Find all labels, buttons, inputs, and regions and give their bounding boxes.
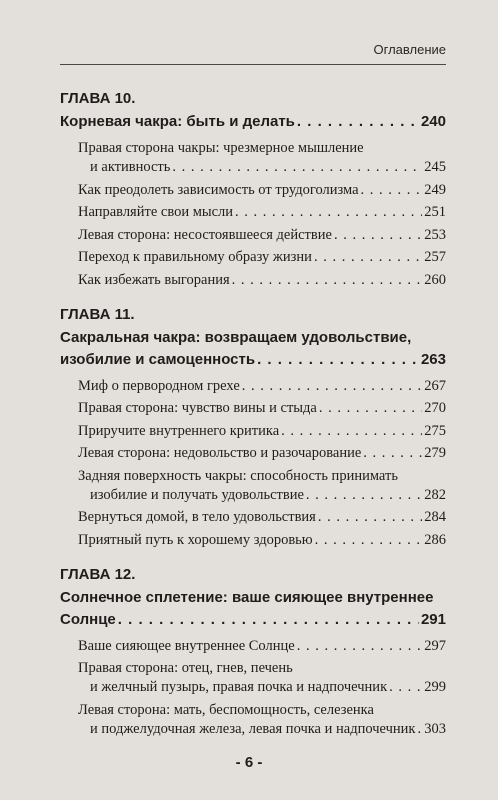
toc-entry-page: 260 [424,271,446,288]
toc-entry-text: Правая сторона: отец, гнев, печень [78,660,293,676]
chapter-title-page: 291 [420,610,446,628]
leader-dots [172,158,422,177]
toc-entry-line [78,248,446,267]
leader-dots [257,349,419,371]
chapter-title-text: Сакральная чакра: возвращаем удовольствие, [60,328,412,346]
toc-entry-page: 279 [424,445,446,461]
entry-list [60,139,446,290]
toc-entry-text: Как преодолеть зависимость от трудоголизма [78,181,359,198]
toc-entry [78,248,446,267]
toc-entry [78,531,446,550]
entry-list [60,637,446,739]
toc-entry-page: 282 [424,486,446,503]
toc-entry-page: 297 [424,637,446,654]
chapter-title-line [60,349,446,371]
table-of-contents [60,88,446,753]
chapter-title-line [60,609,446,631]
toc-entry [78,226,446,245]
toc-entry-line [78,720,446,739]
toc-entry-text: и желчный пузырь, правая почка и надпочечник [90,679,388,695]
toc-entry [78,377,446,396]
toc-entry-line [78,203,446,222]
toc-entry-text: Задняя поверхность чакры: способность принимать [78,467,398,484]
toc-entry-line [78,271,446,290]
toc-entry-text: Направляйте свои мысли [78,204,234,220]
toc-entry-line [78,531,446,550]
chapter-title-text: Солнце [60,610,116,628]
toc-entry-line [78,637,446,656]
toc-entry-text: Приручите внутреннего критика [78,422,280,439]
leader-dots [318,508,422,527]
entry-list [60,377,446,550]
page-number: - 6 - [235,754,263,771]
toc-entry-line [78,181,446,200]
toc-entry-text: и активность [90,159,171,175]
toc-entry-page: 249 [424,181,446,198]
toc-entry-page: 284 [424,509,446,525]
toc-entry-line [78,377,446,396]
toc-entry [78,637,446,656]
toc-entry [78,203,446,222]
toc-entry [78,139,446,177]
toc-entry-page: 267 [424,377,446,394]
toc-entry-text: Вернуться домой, в тело удовольствия [78,509,316,525]
chapter-section [60,88,446,290]
chapter-section [60,304,446,550]
leader-dots [361,181,423,200]
toc-entry-text: Правая сторона чакры: чрезмерное мышление [78,140,364,156]
toc-entry-text: Приятный путь к хорошему здоровью [78,531,313,548]
toc-entry-page: 270 [424,400,446,416]
chapter-label: ГЛАВА 10. [60,90,136,107]
toc-entry-page: 245 [424,159,446,175]
toc-entry-text: Левая сторона: недовольство и разочарование [78,445,362,461]
leader-dots [297,111,419,133]
leader-dots [281,422,422,441]
toc-entry-line [78,508,446,527]
toc-entry [78,181,446,200]
toc-entry-text: Переход к правильному образу жизни [78,249,312,265]
toc-entry [78,508,446,527]
toc-entry-line [78,399,446,418]
toc-entry-text: Левая сторона: несостоявшееся действие [78,226,332,243]
toc-entry-page: 253 [424,226,446,243]
toc-entry [78,701,446,739]
chapter-title-text: Корневая чакра: быть и делать [60,113,295,130]
toc-entry-line [78,226,446,245]
toc-entry-line [78,422,446,441]
toc-entry [78,467,446,505]
toc-entry-page: 251 [424,204,446,220]
toc-entry-text: Миф о первородном грехе [78,377,240,394]
toc-entry-text: Левая сторона: мать, беспомощность, селезенка [78,701,374,718]
leader-dots [306,486,422,505]
toc-entry-line [78,444,446,463]
chapter-title [60,327,446,371]
toc-entry [78,271,446,290]
chapter-section [60,564,446,739]
toc-entry-page: 299 [424,679,446,695]
leader-dots [242,377,422,396]
toc-entry-page: 303 [424,720,446,737]
chapter-title-text: Солнечное сплетение: ваше сияющее внутреннее [60,588,434,606]
toc-entry-line [78,486,446,505]
leader-dots [363,444,422,463]
toc-entry-text: и поджелудочная железа, левая почка и надпочечник [90,720,416,737]
toc-entry [78,444,446,463]
chapter-title-line [60,111,446,133]
toc-entry-line [78,158,446,177]
toc-entry-text: Как избежать выгорания [78,271,230,288]
leader-dots [314,248,422,267]
chapter-title-page: 263 [420,350,446,368]
chapter-title-text: изобилие и самоценность [60,350,256,368]
leader-dots [118,609,419,631]
leader-dots [235,203,422,222]
leader-dots [315,531,423,550]
leader-dots [297,637,423,656]
toc-entry [78,659,446,697]
chapter-title [60,587,446,631]
leader-dots [389,678,422,697]
chapter-title [60,111,446,133]
toc-entry-text: Ваше сияющее внутреннее Солнце [78,637,295,654]
toc-entry [78,399,446,418]
chapter-title-page: 240 [420,113,446,130]
chapter-label: ГЛАВА 12. [60,565,136,583]
header-rule [60,64,446,65]
chapter-label: ГЛАВА 11. [60,305,135,323]
toc-entry-page: 275 [424,422,446,439]
toc-entry-page: 257 [424,249,446,265]
leader-dots [232,271,423,290]
toc-entry-text: Правая сторона: чувство вины и стыда [78,400,317,416]
toc-entry-line [78,678,446,697]
toc-entry-page: 286 [424,531,446,548]
toc-entry [78,422,446,441]
leader-dots [334,226,422,245]
running-header: Оглавление [373,42,446,57]
leader-dots [417,720,422,739]
toc-entry-text: изобилие и получать удовольствие [90,486,304,503]
leader-dots [319,399,422,418]
